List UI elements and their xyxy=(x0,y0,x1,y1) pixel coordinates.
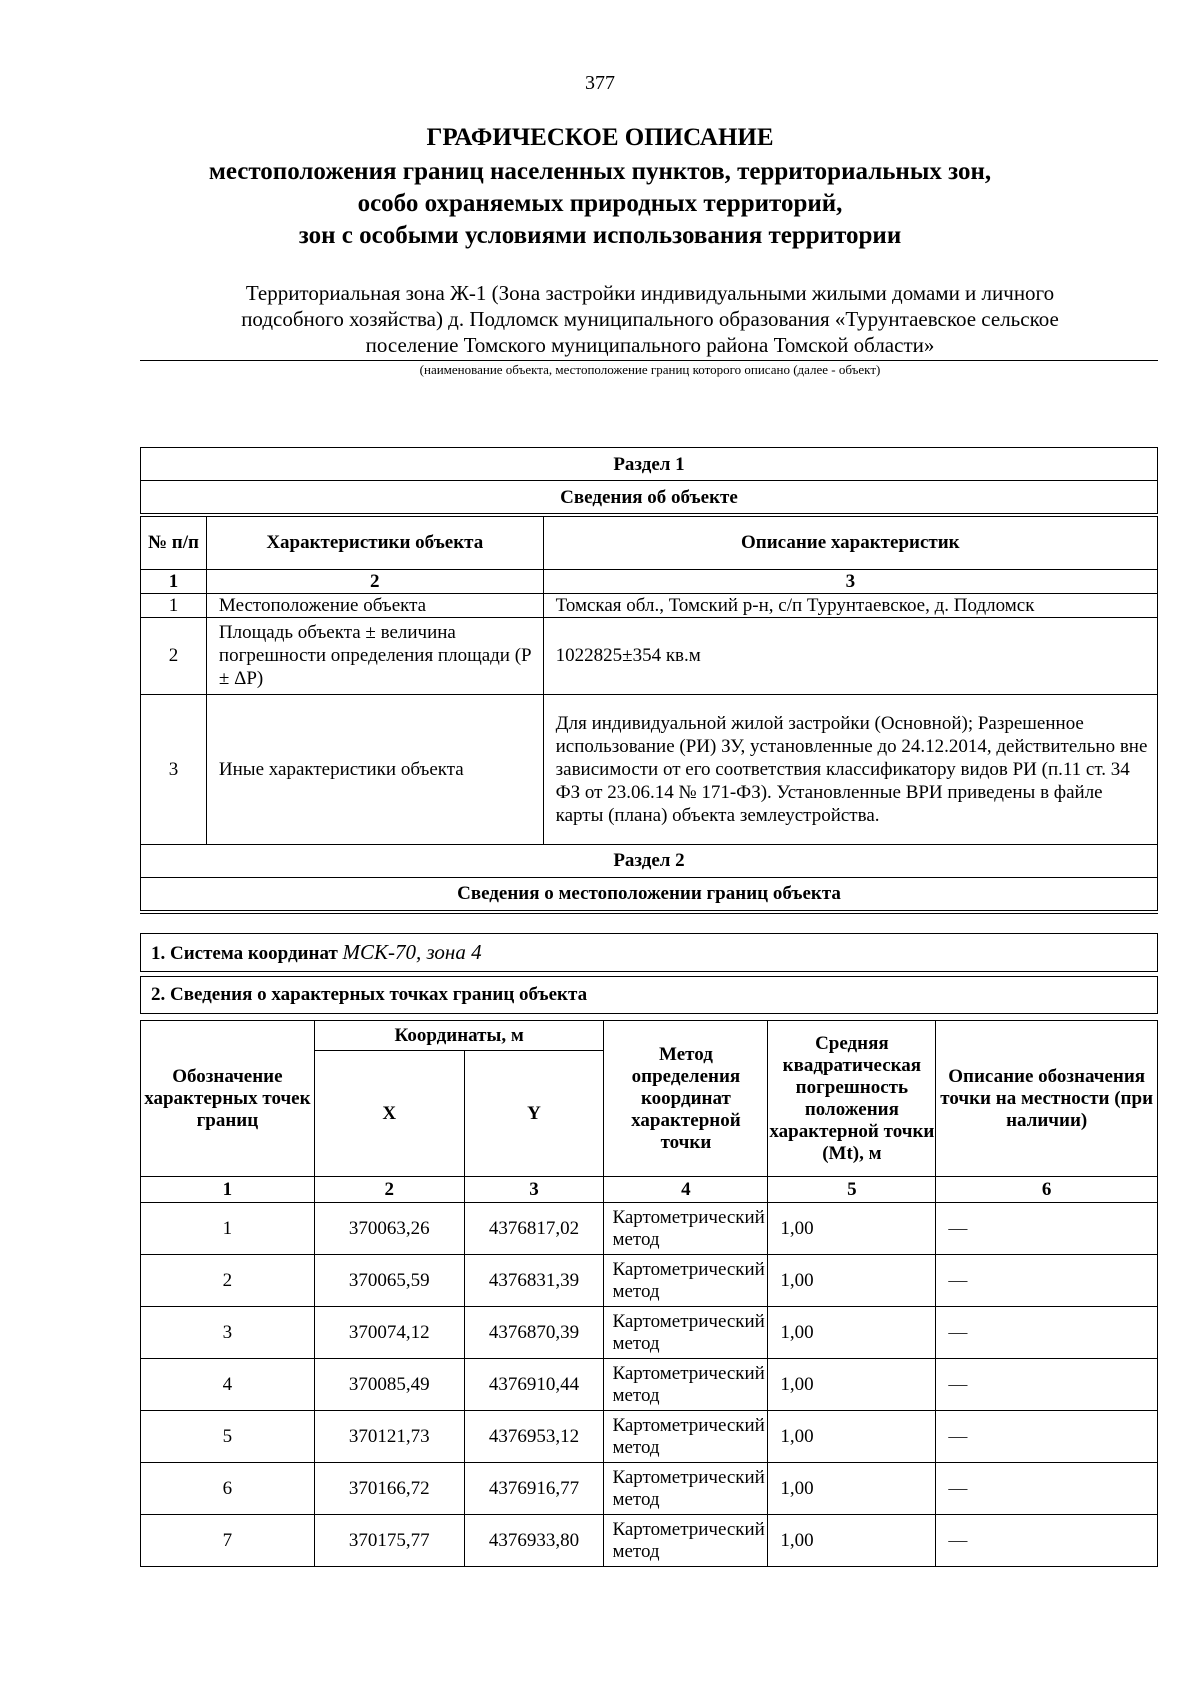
point-method: Картометрический метод xyxy=(604,1463,768,1515)
section1-subtitle: Сведения об объекте xyxy=(141,481,1158,516)
row-characteristic: Площадь объекта ± величина погрешности определения площади (Р ± ΔР) xyxy=(206,617,543,694)
point-description: — xyxy=(936,1203,1158,1255)
point-number: 2 xyxy=(141,1255,315,1307)
points-table xyxy=(140,1020,1158,1567)
point-number: 7 xyxy=(141,1515,315,1567)
point-method: Картометрический метод xyxy=(604,1359,768,1411)
col-index: 3 xyxy=(464,1177,604,1203)
col-index: 6 xyxy=(936,1177,1158,1203)
point-error: 1,00 xyxy=(768,1463,936,1515)
point-description: — xyxy=(936,1307,1158,1359)
object-note: (наименование объекта, местоположение границ которого описано (далее - объект) xyxy=(419,362,881,377)
col-index: 2 xyxy=(206,569,543,593)
row-description: Томская обл., Томский р-н, с/п Турунтаевское, д. Подломск xyxy=(543,593,1157,617)
point-error: 1,00 xyxy=(768,1515,936,1567)
header-description: Описание обозначения точки на местности (при наличии) xyxy=(936,1021,1158,1177)
object-underline xyxy=(140,360,1158,361)
subtitle-line: зон с особыми условиями использования территории xyxy=(298,222,902,249)
section2-subtitle: Сведения о местоположении границ объекта xyxy=(141,877,1158,912)
header-method: Метод определения координат характерной точки xyxy=(604,1021,768,1177)
col-index: 5 xyxy=(768,1177,936,1203)
document-subtitle xyxy=(0,156,1200,252)
points-caption: 2. Сведения о характерных точках границ объекта xyxy=(141,977,1158,1014)
point-x: 370085,49 xyxy=(314,1359,464,1411)
object-name-line: Территориальная зона Ж-1 (Зона застройки индивидуальными жилыми домами и личного xyxy=(245,281,1055,305)
col-index: 3 xyxy=(543,569,1157,593)
point-method: Картометрический метод xyxy=(604,1307,768,1359)
coord-system xyxy=(141,934,1158,972)
section1-title: Раздел 1 xyxy=(141,448,1158,481)
point-x: 370166,72 xyxy=(314,1463,464,1515)
point-error: 1,00 xyxy=(768,1359,936,1411)
point-number: 4 xyxy=(141,1359,315,1411)
object-name-line: поселение Томского муниципального района Томской области» xyxy=(365,333,935,357)
header-y: Y xyxy=(464,1051,604,1177)
col-header-number: № п/п xyxy=(141,515,207,569)
col-header-characteristic: Характеристики объекта xyxy=(206,515,543,569)
point-error: 1,00 xyxy=(768,1307,936,1359)
col-index: 1 xyxy=(141,569,207,593)
point-number: 1 xyxy=(141,1203,315,1255)
point-y: 4376910,44 xyxy=(464,1359,604,1411)
point-method: Картометрический метод xyxy=(604,1255,768,1307)
point-description: — xyxy=(936,1515,1158,1567)
point-x: 370121,73 xyxy=(314,1411,464,1463)
point-y: 4376831,39 xyxy=(464,1255,604,1307)
point-method: Картометрический метод xyxy=(604,1203,768,1255)
row-characteristic: Иные характеристики объекта xyxy=(206,694,543,844)
point-number: 3 xyxy=(141,1307,315,1359)
point-x: 370065,59 xyxy=(314,1255,464,1307)
header-coords: Координаты, м xyxy=(314,1021,604,1051)
row-description: 1022825±354 кв.м xyxy=(543,617,1157,694)
row-description: Для индивидуальной жилой застройки (Основной); Разрешенное использование (РИ) ЗУ, установленные до 24.12.2014, действительно вне зависимости от его соответствия классификатору видов РИ (п.11 ст. 34 ФЗ от 23.06.14 № 171-ФЗ). Установленные ВРИ приведены в файле карты (плана) объекта землеустройства. xyxy=(543,694,1157,844)
point-description: — xyxy=(936,1359,1158,1411)
subtitle-line: местоположения границ населенных пунктов, территориальных зон, xyxy=(208,158,992,185)
subtitle-line: особо охраняемых природных территорий, xyxy=(357,190,843,217)
row-characteristic: Местоположение объекта xyxy=(206,593,543,617)
coord-system-value: МСК-70, зона 4 xyxy=(342,940,482,964)
point-x: 370074,12 xyxy=(314,1307,464,1359)
object-name-line: подсобного хозяйства) д. Подломск муниципального образования «Турунтаевское сельское xyxy=(241,307,1059,331)
point-description: — xyxy=(936,1411,1158,1463)
point-x: 370063,26 xyxy=(314,1203,464,1255)
points-caption-table xyxy=(140,976,1158,1014)
row-number: 2 xyxy=(141,617,207,694)
point-description: — xyxy=(936,1255,1158,1307)
page-number: 377 xyxy=(585,72,615,94)
point-y: 4376953,12 xyxy=(464,1411,604,1463)
coord-system-label: 1. Система координат xyxy=(151,943,338,964)
section2-title: Раздел 2 xyxy=(141,844,1158,877)
header-x: X xyxy=(314,1051,464,1177)
point-method: Картометрический метод xyxy=(604,1515,768,1567)
point-method: Картометрический метод xyxy=(604,1411,768,1463)
point-error: 1,00 xyxy=(768,1411,936,1463)
section1-table xyxy=(140,447,1158,914)
col-index: 4 xyxy=(604,1177,768,1203)
point-number: 5 xyxy=(141,1411,315,1463)
header-error: Средняя квадратическая погрешность положения характерной точки (Mt), м xyxy=(768,1021,936,1177)
col-header-description: Описание характеристик xyxy=(543,515,1157,569)
point-x: 370175,77 xyxy=(314,1515,464,1567)
point-y: 4376933,80 xyxy=(464,1515,604,1567)
object-name xyxy=(140,280,1160,358)
point-number: 6 xyxy=(141,1463,315,1515)
point-description: — xyxy=(936,1463,1158,1515)
point-y: 4376817,02 xyxy=(464,1203,604,1255)
point-y: 4376870,39 xyxy=(464,1307,604,1359)
col-index: 1 xyxy=(141,1177,315,1203)
point-error: 1,00 xyxy=(768,1255,936,1307)
col-index: 2 xyxy=(314,1177,464,1203)
coord-system-table xyxy=(140,933,1158,972)
point-y: 4376916,77 xyxy=(464,1463,604,1515)
row-number: 3 xyxy=(141,694,207,844)
row-number: 1 xyxy=(141,593,207,617)
header-designation: Обозначение характерных точек границ xyxy=(141,1021,315,1177)
point-error: 1,00 xyxy=(768,1203,936,1255)
document-title: ГРАФИЧЕСКОЕ ОПИСАНИЕ xyxy=(426,124,774,151)
